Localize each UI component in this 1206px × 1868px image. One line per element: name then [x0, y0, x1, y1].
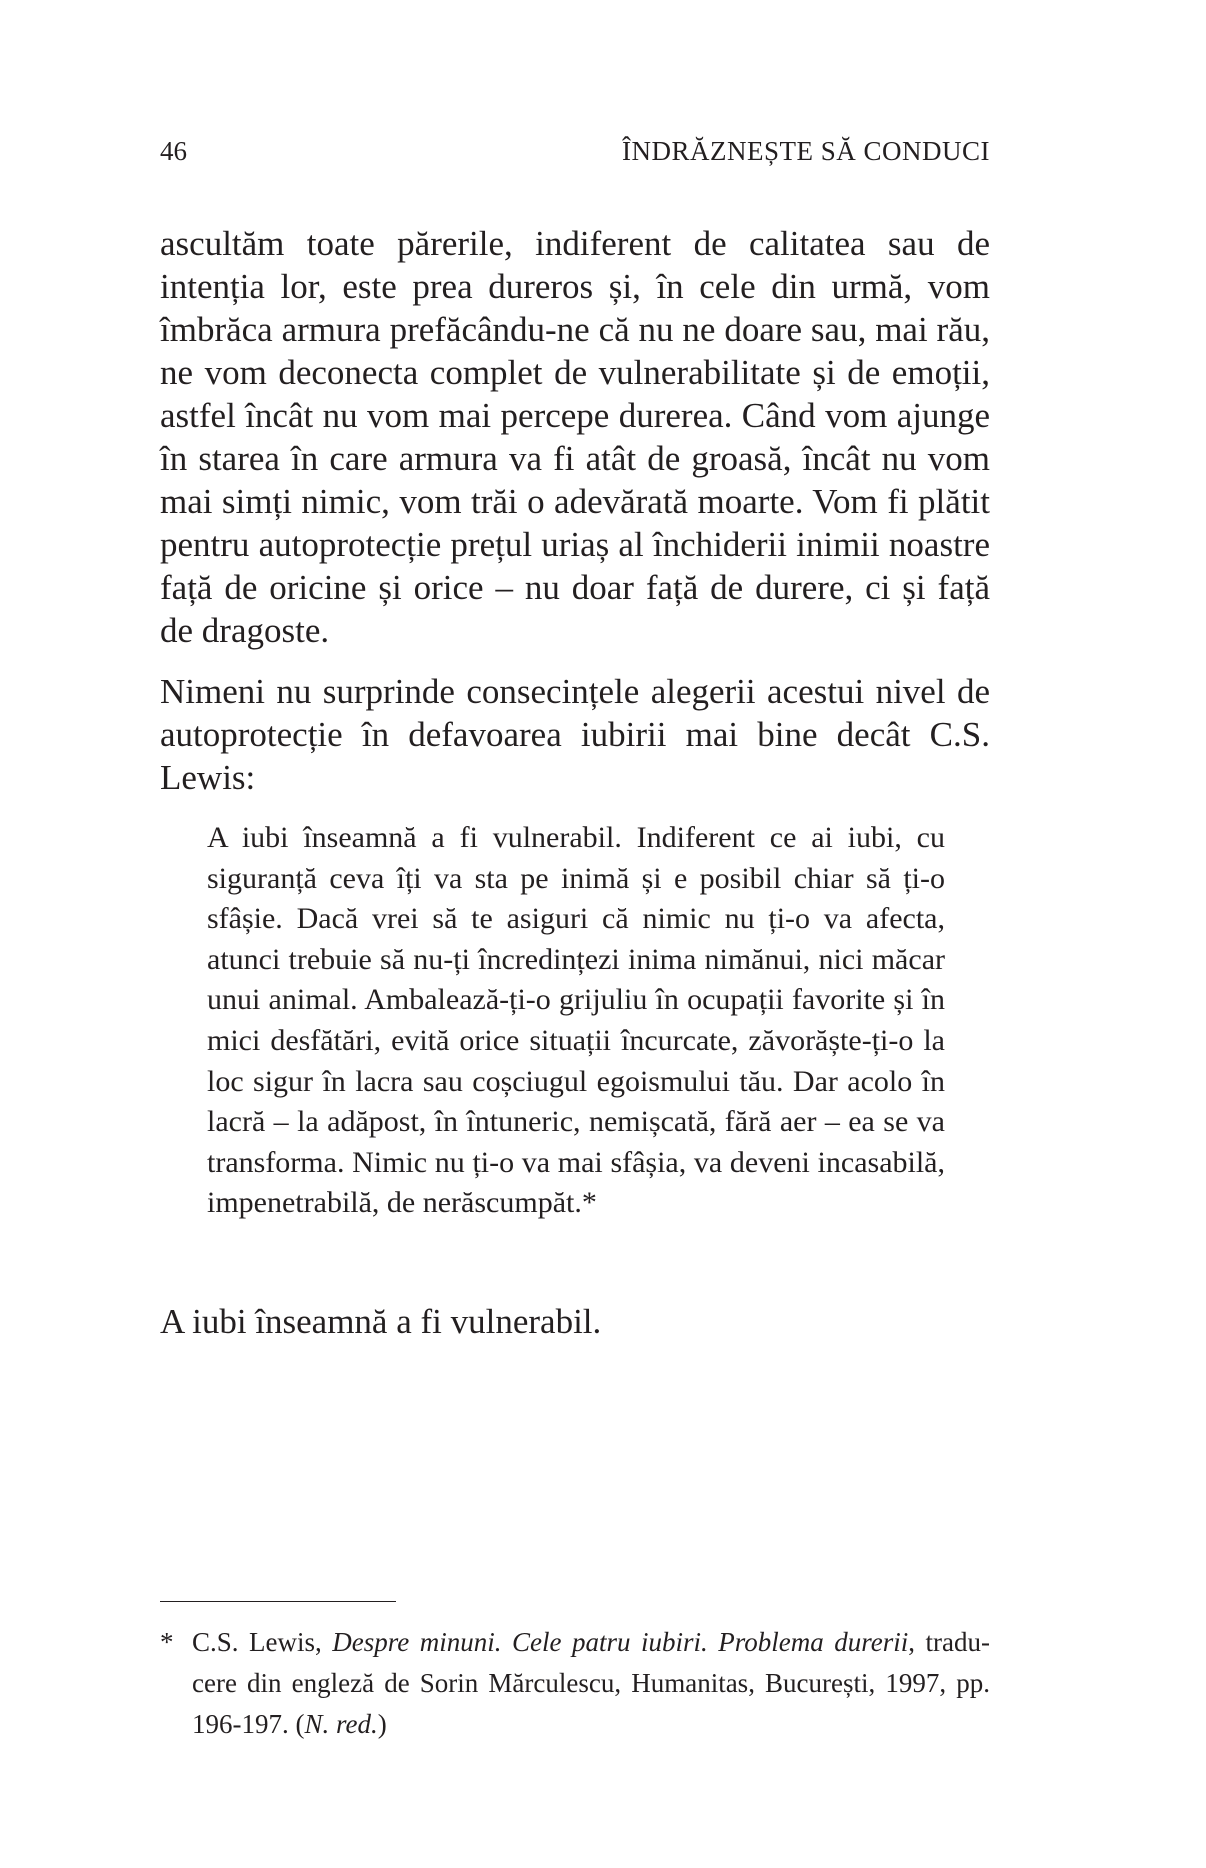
body-paragraph: Nimeni nu surprinde consecințele alegerii acestui nivel de autoprotecție în defavoarea iubirii mai bine decât C.S. Lewis: [160, 672, 990, 797]
footnote-text [192, 1622, 990, 1745]
running-title: ÎNDRĂZNEȘTE SĂ CONDUCI [622, 136, 990, 166]
footnote-editor-note: N. red. [304, 1709, 378, 1739]
footnote-close: ) [377, 1709, 387, 1739]
footnote-marker: * [160, 1627, 174, 1657]
body-paragraph: A iubi înseamnă a fi vulnerabil. [160, 1302, 602, 1341]
footnote-separator [160, 1601, 396, 1602]
footnote [160, 1622, 990, 1745]
body-paragraph: ascultăm toate părerile, indiferent de calitatea sau de intenția lor, este prea dureros și, în cele din urmă, vom îmbrăca armura prefăcându-ne că nu ne doare sau, mai rău, ne vom deconecta complet de vulnerabilitate și de emoții, astfel încât nu vom mai percepe durerea. Când vom ajunge în starea în care armura va fi atât de groasă, încât nu vom mai simți nimic, vom trăi o adevărată moarte. Vom fi plătit pentru autoprotecție prețul uriaș al închiderii inimii noastre față de oricine și orice – nu doar față de durere, ci și față de dragoste. [160, 224, 990, 650]
page-number: 46 [160, 136, 187, 166]
block-quote: A iubi înseamnă a fi vulnerabil. Indiferent ce ai iubi, cu siguranță ceva îți va sta pe inimă și e posibil chiar să ți-o sfâșie. Dacă vrei să te asiguri că nimic nu ți-o va afecta, atunci trebuie să nu-ți încredințezi inima nimănui, nici măcar unui animal. Ambalează-ți-o grijuliu în ocupații favorite și în mici desfătări, evită orice situații încurcate, zăvorăște-ți-o la loc sigur în lacra sau coșciugul egoismului tău. Dar acolo în lacră – la adăpost, în întuneric, nemișcată, fără aer – ea se va transforma. Nimic nu ți-o va mai sfâșia, va deveni incasabilă, impenetrabilă, de nerăscumpăt.* [207, 821, 945, 1220]
running-header [160, 131, 990, 171]
footnote-citation: , traducere din engleză de Sorin Mărculescu, Humanitas, București, 1997, pp. 196-197. ( [192, 1627, 990, 1739]
footnote-author: C.S. Lewis, [192, 1627, 333, 1657]
footnote-book-title: Despre minuni. Cele patru iubiri. Problema durerii [332, 1627, 909, 1657]
